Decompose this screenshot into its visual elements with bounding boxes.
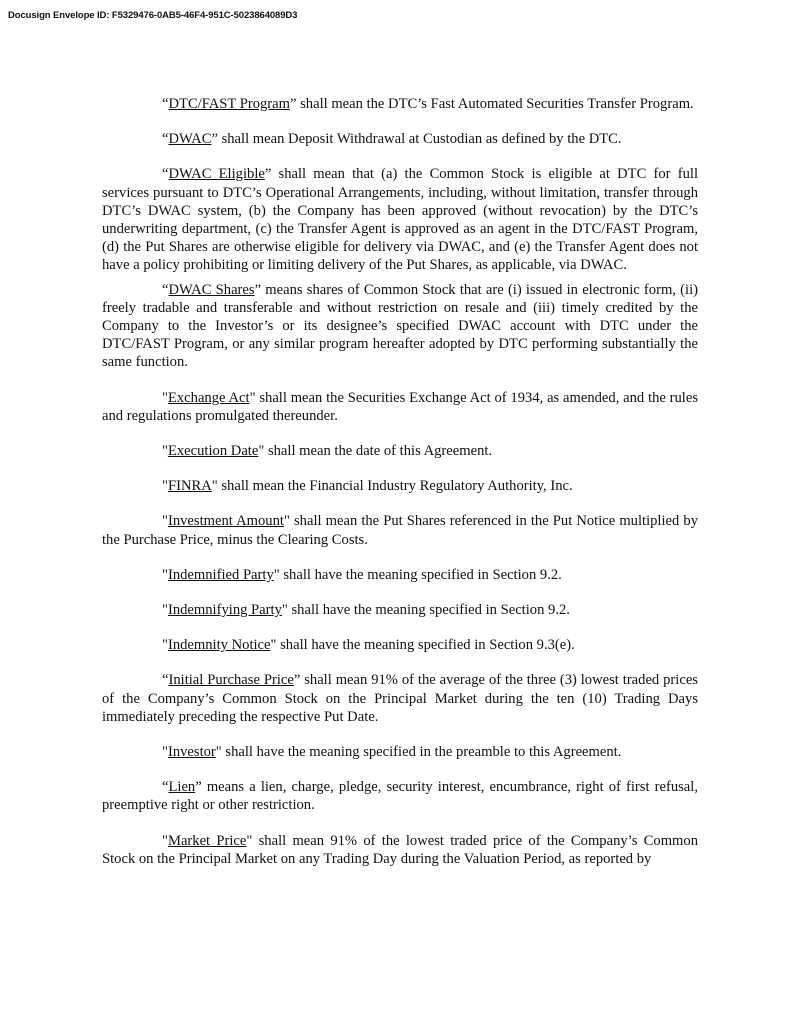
definition-indemnified-party: "Indemnified Party" shall have the meaning specified in Section 9.2. [162, 566, 562, 583]
definition-execution-date: "Execution Date" shall mean the date of this Agreement. [162, 443, 493, 460]
defined-term: Investment Amount [167, 513, 284, 530]
defined-term: Indemnity Notice [167, 637, 271, 654]
definition-dwac: “DWAC” shall mean Deposit Withdrawal at Custodian as defined by the DTC. [162, 131, 622, 148]
document-body [102, 95, 698, 868]
defined-term: Indemnified Party [167, 566, 274, 583]
definition-indemnifying-party: "Indemnifying Party" shall have the meaning specified in Section 9.2. [162, 602, 570, 619]
defined-term: Initial Purchase Price [168, 672, 294, 689]
defined-term: DTC/FAST Program [168, 96, 290, 112]
envelope-id: Docusign Envelope ID: F5329476-0AB5-46F4-951C-5023864089D3 [8, 10, 298, 21]
definition-indemnity-notice: "Indemnity Notice" shall have the meaning specified in Section 9.3(e). [162, 637, 575, 654]
defined-term: Lien [168, 779, 196, 796]
definition-initial-purchase-price: “Initial Purchase Price” shall mean 91% of the average of the three (3) lowest traded prices of the Company’s Common Stock on the Principal Market during the ten (10) Trading Days immediately preceding the respective Put Date. [102, 672, 698, 725]
definition-dwac-eligible: “DWAC Eligible” shall mean that (a) the Common Stock is eligible at DTC for full services pursuant to DTC’s Operational Arrangements, including, without limitation, transfer through DTC’s DWAC system, (b) the Company has been approved (without revocation) by the DTC’s underwriting department, (c) the Transfer Agent is approved as an agent in the DTC/FAST Program, (d) the Put Shares are otherwise eligible for delivery via DWAC, and (e) the Transfer Agent does not have a policy prohibiting or limiting delivery of the Put Shares, as applicable, via DWAC. [102, 166, 699, 274]
defined-term: FINRA [167, 478, 212, 495]
definition-investment-amount: "Investment Amount" shall mean the Put Shares referenced in the Put Notice multiplied by the Purchase Price, minus the Clearing Costs. [102, 513, 698, 548]
defined-term: Indemnifying Party [167, 602, 282, 619]
defined-term: Market Price [167, 832, 247, 849]
defined-term: DWAC Eligible [168, 166, 265, 183]
definition-dwac-shares: “DWAC Shares” means shares of Common Stock that are (i) issued in electronic form, (ii) freely tradable and transferable and without restriction on resale and (iii) timely credited by the Company to the Investor’s or its designee’s specified DWAC account with DTC under the DTC/FAST Program, or any similar program hereafter adopted by DTC performing substantially the same function. [102, 281, 698, 371]
definition-lien: “Lien” means a lien, charge, pledge, security interest, encumbrance, right of first refusal, preemptive right or other restriction. [102, 779, 698, 814]
defined-term: Exchange Act [167, 389, 250, 406]
definition-finra: "FINRA" shall mean the Financial Industry Regulatory Authority, Inc. [162, 478, 573, 495]
defined-term: Investor [167, 744, 216, 761]
definition-market-price: "Market Price" shall mean 91% of the lowest traded price of the Company’s Common Stock on the Principal Market on any Trading Day during the Valuation Period, as reported by [102, 832, 698, 867]
definition-exchange-act: "Exchange Act" shall mean the Securities Exchange Act of 1934, as amended, and the rules and regulations promulgated thereunder. [102, 389, 699, 424]
definition-dtc-fast-program: “DTC/FAST Program” shall mean the DTC’s Fast Automated Securities Transfer Program. [162, 96, 694, 112]
defined-term: Execution Date [167, 443, 259, 460]
definition-investor: "Investor" shall have the meaning specified in the preamble to this Agreement. [162, 744, 622, 761]
defined-term: DWAC Shares [168, 281, 255, 298]
defined-term: DWAC [168, 131, 212, 148]
